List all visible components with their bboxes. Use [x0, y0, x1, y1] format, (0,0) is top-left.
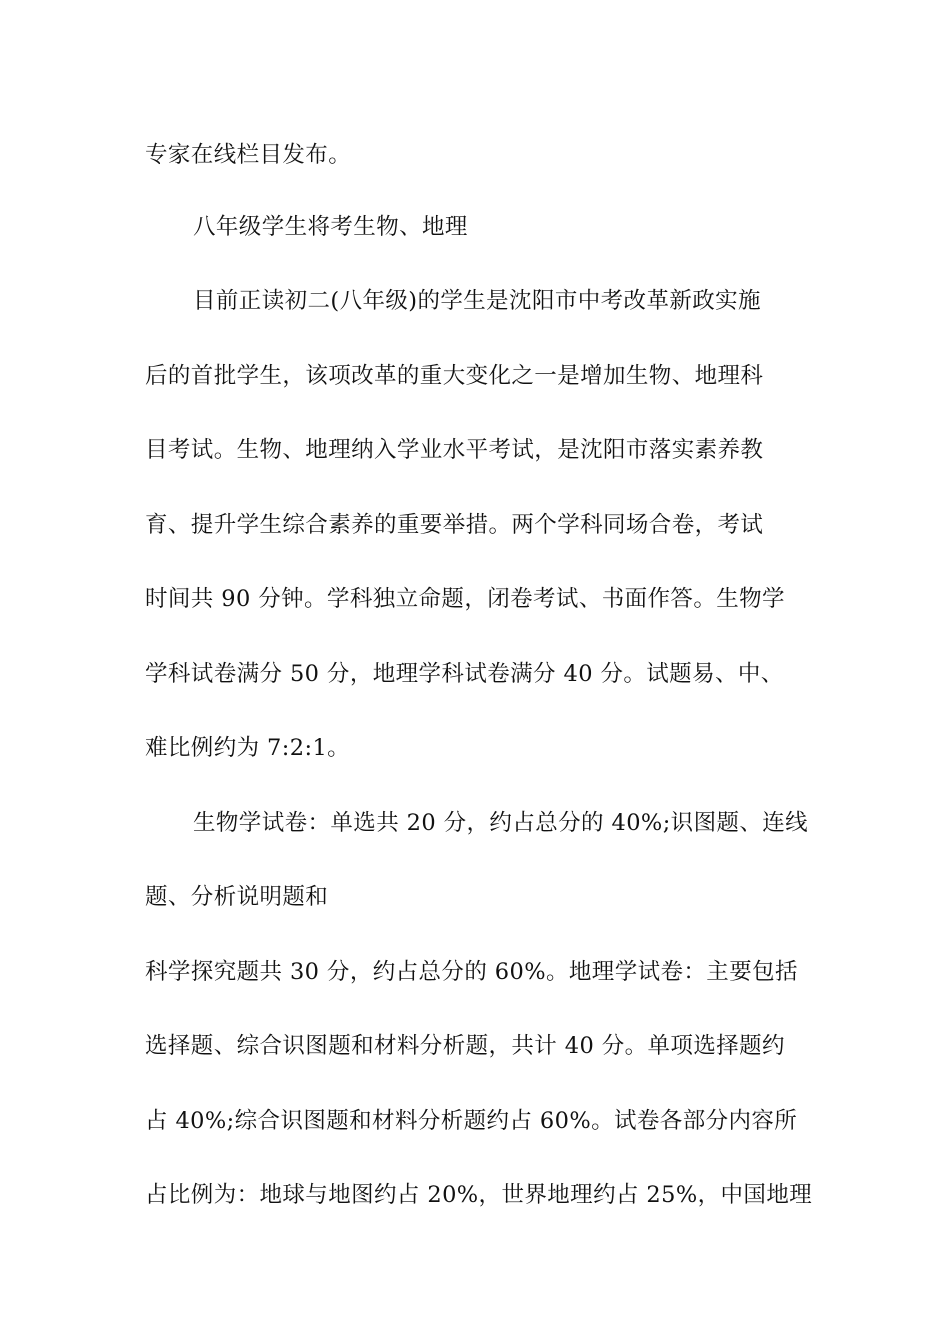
- text-line: 后的首批学生，该项改革的重大变化之一是增加生物、地理科: [145, 363, 764, 389]
- text-line: 专家在线栏目发布。: [145, 142, 352, 168]
- text-line: 育、提升学生综合素养的重要举措。两个学科同场合卷，考试: [145, 512, 764, 538]
- text-line: 目前正读初二(八年级)的学生是沈阳市中考改革新政实施: [193, 288, 761, 314]
- text-line: 时间共 90 分钟。学科独立命题，闭卷考试、书面作答。生物学: [145, 586, 785, 612]
- text-line: 难比例约为 7:2:1。: [145, 735, 351, 761]
- text-line: 生物学试卷：单选共 20 分，约占总分的 40%;识图题、连线: [193, 810, 809, 836]
- text-line: 题、分析说明题和: [145, 884, 329, 910]
- text-line: 占比例为：地球与地图约占 20%，世界地理约占 25%，中国地理: [145, 1182, 813, 1208]
- text-line: 科学探究题共 30 分，约占总分的 60%。地理学试卷：主要包括: [145, 959, 798, 985]
- text-line: 选择题、综合识图题和材料分析题，共计 40 分。单项选择题约: [145, 1033, 785, 1059]
- section-heading: 八年级学生将考生物、地理: [193, 214, 468, 240]
- text-line: 学科试卷满分 50 分，地理学科试卷满分 40 分。试题易、中、: [145, 661, 784, 687]
- text-line: 目考试。生物、地理纳入学业水平考试，是沈阳市落实素养教: [145, 437, 764, 463]
- text-line: 占 40%;综合识图题和材料分析题约占 60%。试卷各部分内容所: [145, 1108, 798, 1134]
